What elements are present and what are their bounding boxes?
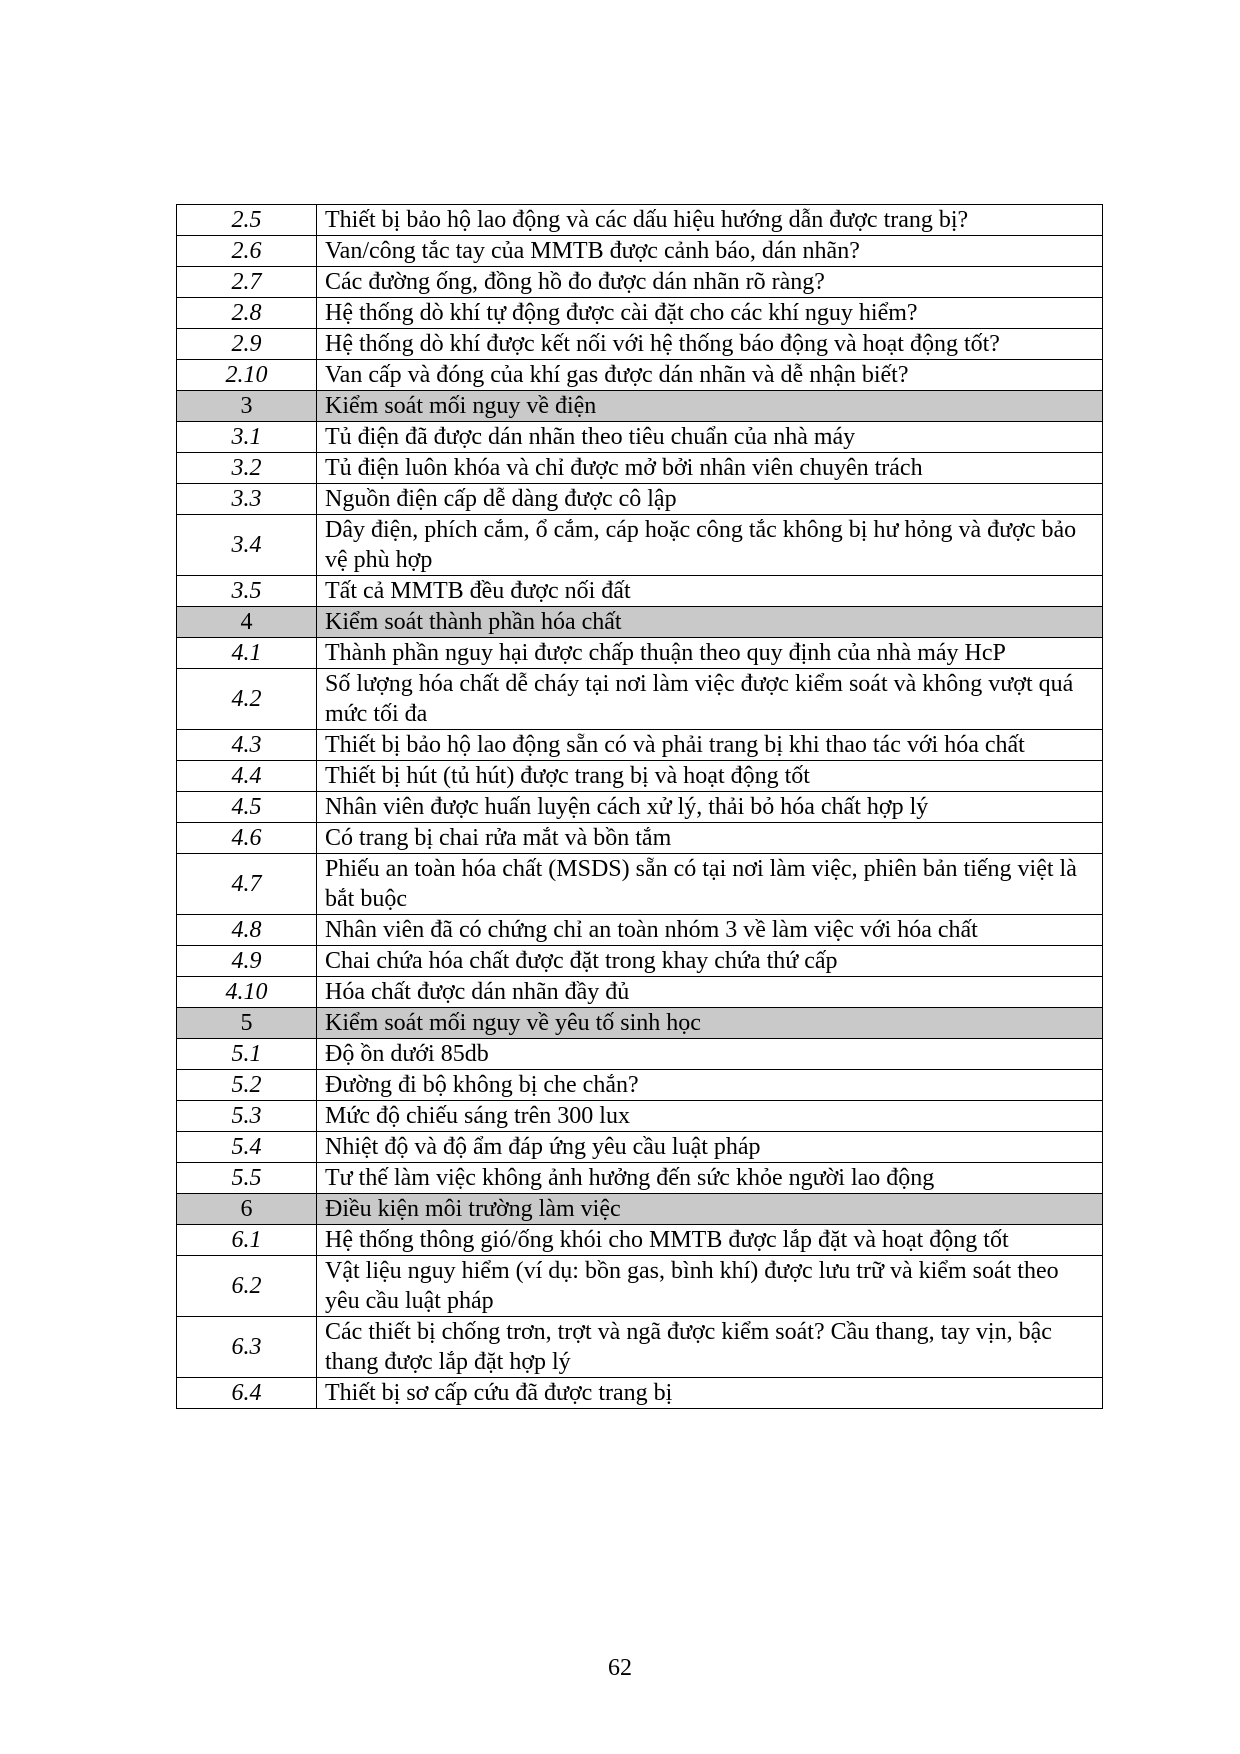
table-row xyxy=(177,484,1103,515)
item-number: 5.2 xyxy=(177,1070,317,1101)
item-number: 2.7 xyxy=(177,267,317,298)
checklist-table xyxy=(176,204,1103,1409)
table-row xyxy=(177,977,1103,1008)
table-row xyxy=(177,1101,1103,1132)
item-text: Vật liệu nguy hiểm (ví dụ: bồn gas, bình khí) được lưu trữ và kiểm soát theo yêu cầu luật pháp xyxy=(317,1256,1103,1317)
item-number: 6.1 xyxy=(177,1225,317,1256)
table-row xyxy=(177,1256,1103,1317)
item-text: Nhiệt độ và độ ẩm đáp ứng yêu cầu luật pháp xyxy=(317,1132,1103,1163)
item-number: 4.7 xyxy=(177,854,317,915)
section-title: Kiểm soát mối nguy về yêu tố sinh học xyxy=(317,1008,1103,1039)
item-number: 2.5 xyxy=(177,205,317,236)
item-text: Nhân viên đã có chứng chỉ an toàn nhóm 3 về làm việc với hóa chất xyxy=(317,915,1103,946)
item-text: Số lượng hóa chất dễ cháy tại nơi làm việc được kiểm soát và không vượt quá mức tối đa xyxy=(317,669,1103,730)
table-row xyxy=(177,1039,1103,1070)
section-title: Điều kiện môi trường làm việc xyxy=(317,1194,1103,1225)
item-text: Chai chứa hóa chất được đặt trong khay chứa thứ cấp xyxy=(317,946,1103,977)
item-number: 3.2 xyxy=(177,453,317,484)
table-row xyxy=(177,1163,1103,1194)
table-row xyxy=(177,205,1103,236)
table-row xyxy=(177,792,1103,823)
item-number: 6.3 xyxy=(177,1317,317,1378)
item-text: Mức độ chiếu sáng trên 300 lux xyxy=(317,1101,1103,1132)
item-number: 4.2 xyxy=(177,669,317,730)
item-number: 4.9 xyxy=(177,946,317,977)
checklist-body xyxy=(177,205,1103,1409)
item-text: Các thiết bị chống trơn, trợt và ngã được kiểm soát? Cầu thang, tay vịn, bậc thang được lắp đặt hợp lý xyxy=(317,1317,1103,1378)
item-number: 5.4 xyxy=(177,1132,317,1163)
section-header-row xyxy=(177,391,1103,422)
table-row xyxy=(177,638,1103,669)
item-number: 4.1 xyxy=(177,638,317,669)
table-row xyxy=(177,236,1103,267)
page-number: 62 xyxy=(608,1655,632,1681)
table-row xyxy=(177,730,1103,761)
section-header-row xyxy=(177,1194,1103,1225)
item-number: 6.2 xyxy=(177,1256,317,1317)
table-row xyxy=(177,1317,1103,1378)
item-text: Hóa chất được dán nhãn đầy đủ xyxy=(317,977,1103,1008)
table-row xyxy=(177,669,1103,730)
table-row xyxy=(177,915,1103,946)
item-number: 4.10 xyxy=(177,977,317,1008)
item-text: Tủ điện đã được dán nhãn theo tiêu chuẩn của nhà máy xyxy=(317,422,1103,453)
table-row xyxy=(177,360,1103,391)
item-text: Tất cả MMTB đều được nối đất xyxy=(317,576,1103,607)
item-text: Dây điện, phích cắm, ổ cắm, cáp hoặc công tắc không bị hư hỏng và được bảo vệ phù hợp xyxy=(317,515,1103,576)
item-text: Có trang bị chai rửa mắt và bồn tắm xyxy=(317,823,1103,854)
item-number: 4 xyxy=(177,607,317,638)
item-text: Đường đi bộ không bị che chắn? xyxy=(317,1070,1103,1101)
table-row xyxy=(177,267,1103,298)
item-number: 4.8 xyxy=(177,915,317,946)
item-number: 3 xyxy=(177,391,317,422)
table-row xyxy=(177,1070,1103,1101)
item-text: Thiết bị bảo hộ lao động sẵn có và phải trang bị khi thao tác với hóa chất xyxy=(317,730,1103,761)
item-text: Tủ điện luôn khóa và chỉ được mở bởi nhân viên chuyên trách xyxy=(317,453,1103,484)
item-number: 3.5 xyxy=(177,576,317,607)
table-row xyxy=(177,453,1103,484)
table-row xyxy=(177,946,1103,977)
section-header-row xyxy=(177,607,1103,638)
item-text: Thiết bị sơ cấp cứu đã được trang bị xyxy=(317,1378,1103,1409)
item-number: 3.3 xyxy=(177,484,317,515)
table-row xyxy=(177,854,1103,915)
table-row xyxy=(177,298,1103,329)
item-number: 4.6 xyxy=(177,823,317,854)
item-text: Van/công tắc tay của MMTB được cảnh báo, dán nhãn? xyxy=(317,236,1103,267)
table-row xyxy=(177,761,1103,792)
table-row xyxy=(177,823,1103,854)
item-text: Hệ thống dò khí được kết nối với hệ thống báo động và hoạt động tốt? xyxy=(317,329,1103,360)
item-text: Tư thế làm việc không ảnh hưởng đến sức khỏe người lao động xyxy=(317,1163,1103,1194)
item-number: 5.1 xyxy=(177,1039,317,1070)
item-number: 5 xyxy=(177,1008,317,1039)
item-number: 3.4 xyxy=(177,515,317,576)
item-text: Thiết bị hút (tủ hút) được trang bị và hoạt động tốt xyxy=(317,761,1103,792)
item-number: 6 xyxy=(177,1194,317,1225)
item-number: 3.1 xyxy=(177,422,317,453)
item-text: Nhân viên được huấn luyện cách xử lý, thải bỏ hóa chất hợp lý xyxy=(317,792,1103,823)
item-text: Các đường ống, đồng hồ đo được dán nhãn rõ ràng? xyxy=(317,267,1103,298)
item-text: Van cấp và đóng của khí gas được dán nhãn và dễ nhận biết? xyxy=(317,360,1103,391)
item-number: 2.8 xyxy=(177,298,317,329)
item-number: 2.9 xyxy=(177,329,317,360)
section-title: Kiểm soát thành phần hóa chất xyxy=(317,607,1103,638)
item-text: Thiết bị bảo hộ lao động và các dấu hiệu hướng dẫn được trang bị? xyxy=(317,205,1103,236)
section-title: Kiểm soát mối nguy về điện xyxy=(317,391,1103,422)
item-number: 6.4 xyxy=(177,1378,317,1409)
item-number: 2.6 xyxy=(177,236,317,267)
item-number: 4.5 xyxy=(177,792,317,823)
item-number: 5.5 xyxy=(177,1163,317,1194)
item-text: Hệ thống dò khí tự động được cài đặt cho các khí nguy hiểm? xyxy=(317,298,1103,329)
table-row xyxy=(177,1378,1103,1409)
item-number: 4.3 xyxy=(177,730,317,761)
item-number: 4.4 xyxy=(177,761,317,792)
item-text: Thành phần nguy hại được chấp thuận theo quy định của nhà máy HcP xyxy=(317,638,1103,669)
item-text: Độ ồn dưới 85db xyxy=(317,1039,1103,1070)
table-row xyxy=(177,576,1103,607)
table-row xyxy=(177,422,1103,453)
table-row xyxy=(177,1225,1103,1256)
item-number: 5.3 xyxy=(177,1101,317,1132)
item-text: Phiếu an toàn hóa chất (MSDS) sẵn có tại nơi làm việc, phiên bản tiếng việt là bắt buộc xyxy=(317,854,1103,915)
item-text: Nguồn điện cấp dễ dàng được cô lập xyxy=(317,484,1103,515)
section-header-row xyxy=(177,1008,1103,1039)
table-row xyxy=(177,515,1103,576)
item-text: Hệ thống thông gió/ống khói cho MMTB được lắp đặt và hoạt động tốt xyxy=(317,1225,1103,1256)
table-row xyxy=(177,1132,1103,1163)
table-row xyxy=(177,329,1103,360)
item-number: 2.10 xyxy=(177,360,317,391)
